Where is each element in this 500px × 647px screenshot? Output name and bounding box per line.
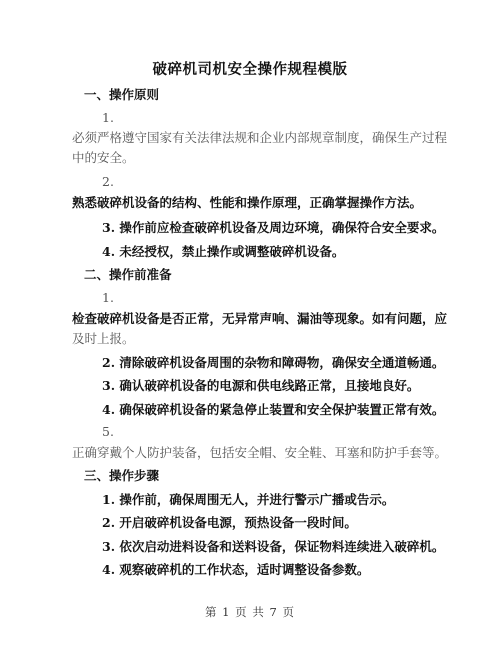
list-item: 3. 依次启动进料设备和送料设备，保证物料连续进入破碎机。 — [102, 539, 445, 554]
paragraph-line: 中的安全。 — [72, 150, 135, 165]
list-item: 1. 操作前，确保周围无人，并进行警示广播或告示。 — [102, 492, 395, 507]
list-item: 3. 操作前应检查破碎机设备及周边环境，确保符合安全要求。 — [102, 220, 445, 235]
list-item: 4. 观察破碎机的工作状态，适时调整设备参数。 — [102, 562, 370, 577]
item-number: 2. — [102, 174, 114, 189]
page-footer: 第 1 页 共 7 页 — [205, 605, 295, 619]
list-item: 3. 确认破碎机设备的电源和供电线路正常，且接地良好。 — [102, 378, 420, 393]
document-title: 破碎机司机安全操作规程模版 — [152, 61, 348, 78]
list-item: 4. 未经授权，禁止操作或调整破碎机设备。 — [102, 244, 345, 259]
list-item: 4. 确保破碎机设备的紧急停止装置和安全保护装置正常有效。 — [102, 402, 445, 417]
section-heading-3: 三、操作步骤 — [84, 468, 160, 483]
paragraph-line: 正确穿戴个人防护装备，包括安全帽、安全鞋、耳塞和防护手套等。 — [72, 445, 448, 460]
paragraph-line: 及时上报。 — [72, 331, 135, 346]
list-item: 2. 清除破碎机设备周围的杂物和障碍物，确保安全通道畅通。 — [102, 355, 445, 370]
item-number: 1. — [102, 110, 114, 125]
paragraph-line: 必须严格遵守国家有关法律法规和企业内部规章制度，确保生产过程 — [72, 130, 448, 145]
section-heading-1: 一、操作原则 — [84, 87, 160, 102]
item-number: 5. — [102, 424, 114, 439]
list-item: 2. 开启破碎机设备电源，预热设备一段时间。 — [102, 515, 357, 530]
paragraph-line — [72, 310, 447, 327]
item-number: 1. — [102, 290, 114, 305]
section-heading-2: 二、操作前准备 — [84, 267, 172, 282]
paragraph-line: 熟悉破碎机设备的结构、性能和操作原理，正确掌握操作方法。 — [72, 195, 423, 210]
paragraph-segment: 检查破碎机设备是否正常，无异常声响、漏油等现象。如有问题，应 — [72, 311, 448, 326]
